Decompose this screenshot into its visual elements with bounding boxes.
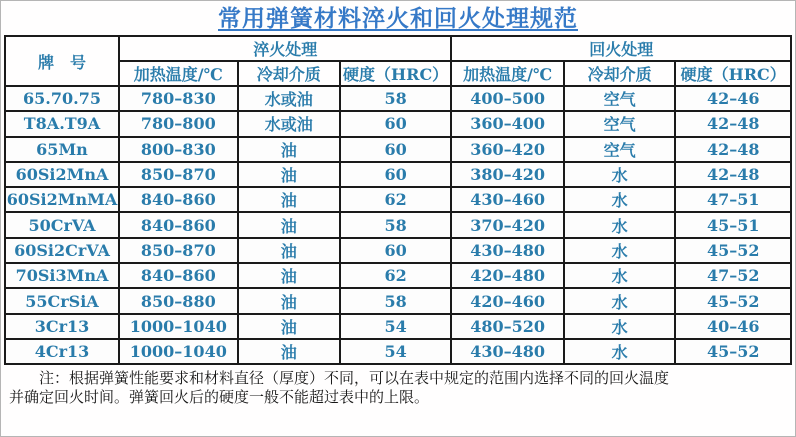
cell-temper-temp: 430–460 [451,187,563,212]
cell-quench-medium: 油 [238,339,340,364]
cell-temper-hardness: 42–46 [675,86,791,111]
cell-grade: 60Si2MnA [5,162,119,187]
cell-quench-hardness: 62 [340,263,452,288]
table-row [5,137,791,162]
cell-temper-medium: 水 [564,339,676,364]
cell-temper-temp: 430–480 [451,339,563,364]
cell-temper-medium: 空气 [564,111,676,136]
cell-grade: 3Cr13 [5,314,119,339]
cell-temper-temp: 430–480 [451,238,563,263]
cell-temper-hardness: 47–52 [675,263,791,288]
footnote [1,365,795,407]
cell-grade: 60Si2CrVA [5,238,119,263]
cell-temper-medium: 空气 [564,86,676,111]
cell-quench-medium: 油 [238,162,340,187]
column-header-quench-medium: 冷却介质 [238,61,340,86]
cell-temper-hardness: 40–46 [675,314,791,339]
column-group-tempering: 回火处理 [451,36,791,61]
cell-temper-medium: 空气 [564,137,676,162]
cell-quench-hardness: 60 [340,162,452,187]
header-row-groups [5,36,791,61]
cell-temper-hardness: 42–48 [675,162,791,187]
cell-temper-temp: 400–500 [451,86,563,111]
cell-quench-temp: 780–830 [119,86,238,111]
spring-material-spec-table [4,35,792,365]
cell-temper-temp: 360–400 [451,111,563,136]
cell-grade: 60Si2MnMA [5,187,119,212]
cell-quench-temp: 800–830 [119,137,238,162]
cell-quench-temp: 840–860 [119,187,238,212]
cell-temper-medium: 水 [564,238,676,263]
cell-quench-hardness: 60 [340,238,452,263]
cell-quench-hardness: 58 [340,86,452,111]
cell-quench-hardness: 62 [340,187,452,212]
cell-quench-temp: 1000–1040 [119,339,238,364]
cell-quench-medium: 水或油 [238,111,340,136]
cell-temper-hardness: 42–48 [675,137,791,162]
column-header-grade: 牌 号 [5,36,119,86]
table-row [5,162,791,187]
cell-grade: T8A.T9A [5,111,119,136]
cell-quench-medium: 油 [238,212,340,237]
cell-temper-medium: 水 [564,263,676,288]
table-header [5,36,791,86]
cell-quench-temp: 850–870 [119,162,238,187]
cell-temper-hardness: 45–52 [675,339,791,364]
table-row [5,314,791,339]
table-row [5,86,791,111]
column-header-temper-temp: 加热温度/℃ [451,61,563,86]
cell-grade: 70Si3MnA [5,263,119,288]
cell-quench-hardness: 60 [340,137,452,162]
cell-grade: 4Cr13 [5,339,119,364]
header-row-subcolumns [5,61,791,86]
cell-quench-hardness: 58 [340,212,452,237]
column-header-quench-temp: 加热温度/℃ [119,61,238,86]
cell-grade: 50CrVA [5,212,119,237]
cell-temper-temp: 420–480 [451,263,563,288]
cell-temper-hardness: 45–52 [675,288,791,313]
cell-grade: 65.70.75 [5,86,119,111]
cell-quench-hardness: 58 [340,288,452,313]
cell-quench-hardness: 60 [340,111,452,136]
table-row [5,288,791,313]
cell-grade: 55CrSiA [5,288,119,313]
cell-quench-medium: 水或油 [238,86,340,111]
cell-temper-hardness: 42–48 [675,111,791,136]
cell-quench-medium: 油 [238,238,340,263]
footnote-line-1: 注：根据弹簧性能要求和材料直径（厚度）不同，可以在表中规定的范围内选择不同的回火温度 [39,370,670,388]
cell-temper-medium: 水 [564,187,676,212]
cell-temper-medium: 水 [564,288,676,313]
page-title: 常用弹簧材料淬火和回火处理规范 [218,5,578,32]
cell-quench-hardness: 54 [340,314,452,339]
cell-temper-hardness: 45–51 [675,212,791,237]
cell-quench-medium: 油 [238,187,340,212]
cell-quench-medium: 油 [238,288,340,313]
cell-quench-medium: 油 [238,314,340,339]
cell-temper-hardness: 47–51 [675,187,791,212]
table-row [5,263,791,288]
column-header-quench-hardness: 硬度（HRC） [340,61,452,86]
column-header-temper-medium: 冷却介质 [564,61,676,86]
cell-temper-medium: 水 [564,212,676,237]
cell-temper-medium: 水 [564,162,676,187]
cell-temper-hardness: 45–52 [675,238,791,263]
cell-quench-temp: 1000–1040 [119,314,238,339]
column-group-quenching: 淬火处理 [119,36,451,61]
table-row [5,212,791,237]
table-row [5,238,791,263]
cell-temper-temp: 420–460 [451,288,563,313]
cell-temper-medium: 水 [564,314,676,339]
cell-quench-hardness: 54 [340,339,452,364]
cell-grade: 65Mn [5,137,119,162]
footnote-line-2: 并确定回火时间。弹簧回火后的硬度一般不能超过表中的上限。 [9,389,430,407]
table-body [5,86,791,364]
cell-temper-temp: 480–520 [451,314,563,339]
table-row [5,187,791,212]
cell-quench-temp: 780–800 [119,111,238,136]
cell-quench-medium: 油 [238,137,340,162]
cell-quench-temp: 840–860 [119,263,238,288]
cell-quench-temp: 850–870 [119,238,238,263]
table-row [5,339,791,364]
cell-quench-medium: 油 [238,263,340,288]
cell-temper-temp: 360–420 [451,137,563,162]
cell-temper-temp: 370–420 [451,212,563,237]
cell-quench-temp: 850–880 [119,288,238,313]
table-row [5,111,791,136]
column-header-temper-hardness: 硬度（HRC） [675,61,791,86]
cell-temper-temp: 380–420 [451,162,563,187]
cell-quench-temp: 840–860 [119,212,238,237]
